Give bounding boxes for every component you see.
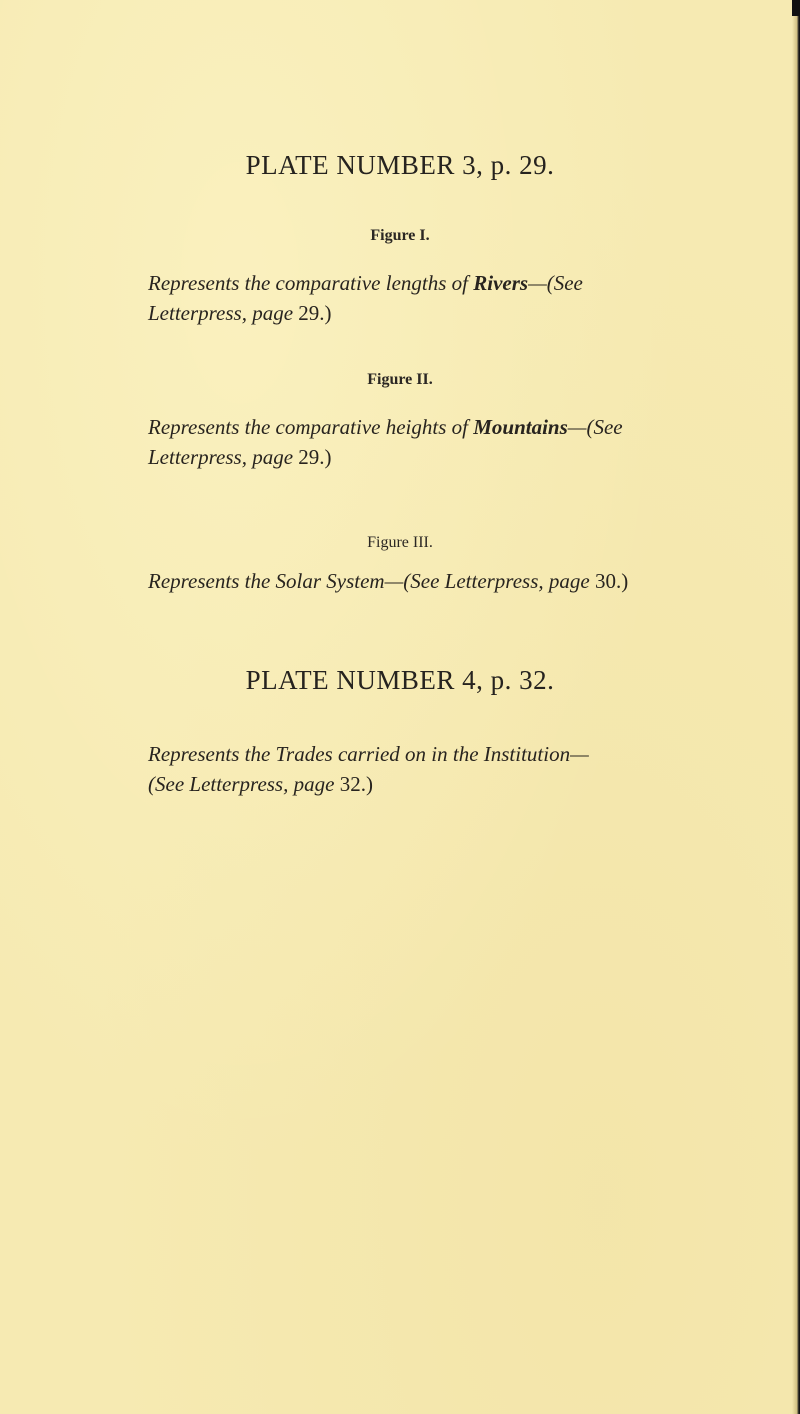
plate-4-title: PLATE NUMBER 4, p. 32. (245, 665, 555, 695)
plate-4-desc-page: 32.) (339, 772, 373, 796)
figure-1-description (148, 268, 748, 328)
figure-2-label: Figure II. (367, 371, 433, 388)
figure-1-label: Figure I. (370, 227, 430, 244)
plate-4-desc-line2-a: (See Letterpress, page (148, 772, 340, 796)
figure-1-desc-line1-a: Represents the comparative lengths of (148, 271, 474, 295)
figure-3-description (148, 566, 748, 596)
plate-4-description (148, 739, 748, 799)
figure-1-desc-line2-a: Letterpress, page (148, 301, 299, 325)
figure-2-desc-line1-c: —(See (567, 415, 623, 439)
figure-3-desc-page: 30.) (594, 569, 629, 593)
figure-2-desc-line2-a: Letterpress, page (148, 445, 299, 469)
figure-3-label: Figure III. (367, 534, 433, 551)
figure-2-description (148, 412, 748, 472)
figure-1-desc-line1-c: —(See (528, 271, 583, 295)
figure-2-desc-mountains: Mountains (473, 415, 568, 439)
plate-3-title: PLATE NUMBER 3, p. 29. (245, 150, 555, 180)
figure-2-desc-line1-a: Represents the comparative heights of (148, 415, 474, 439)
figure-1-desc-rivers: Rivers (473, 271, 529, 295)
plate-4-desc-line1: Represents the Trades carried on in the Institution— (148, 742, 589, 766)
figure-2-desc-page: 29.) (298, 445, 332, 469)
figure-3-desc-line1-a: Represents the Solar System—(See Letterpress, page (148, 569, 595, 593)
figure-1-desc-page: 29.) (298, 301, 332, 325)
